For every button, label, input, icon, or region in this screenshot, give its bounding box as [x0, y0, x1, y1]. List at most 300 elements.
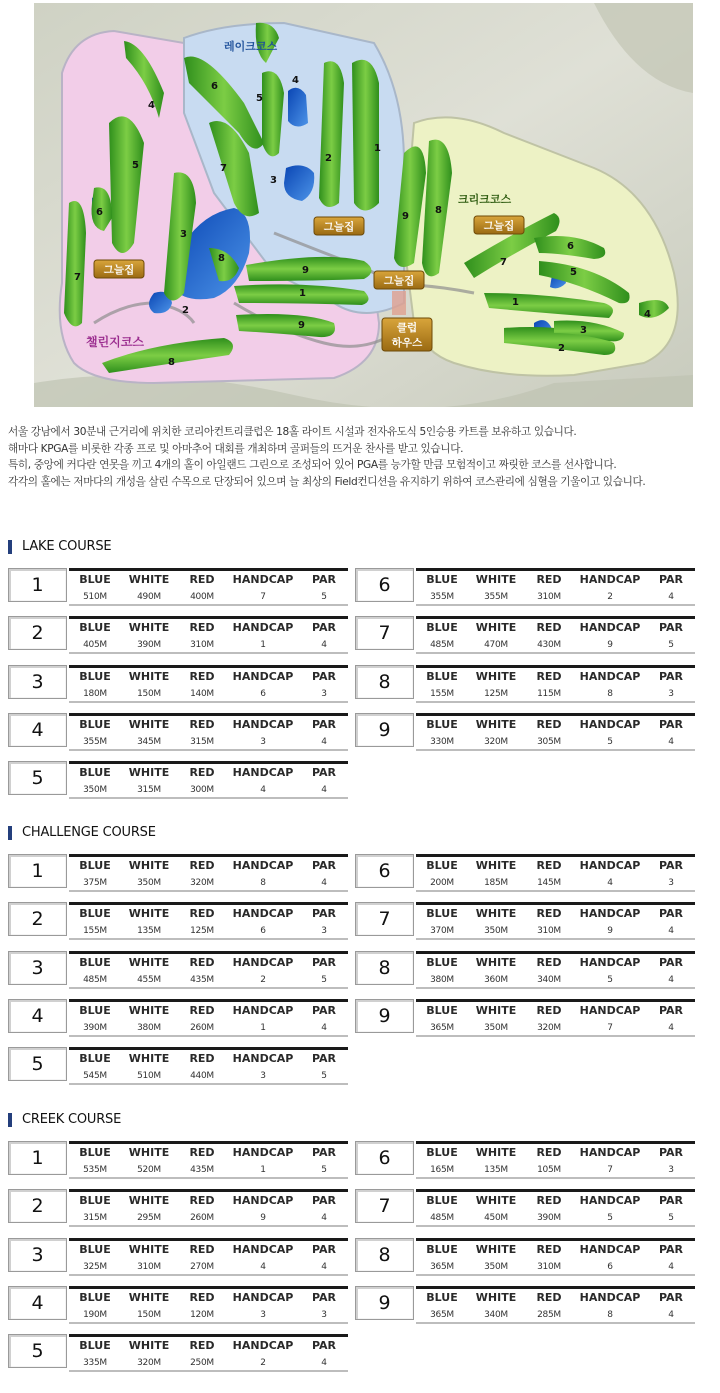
column-header-white: WHITE — [475, 859, 517, 872]
hole-card — [8, 616, 348, 656]
hole-par-value: 3 — [321, 1309, 327, 1320]
hole-card — [355, 999, 695, 1039]
hole-stats-header-row — [69, 858, 348, 874]
hole-par-value: 5 — [321, 592, 327, 602]
hole-number: 7 — [355, 1189, 414, 1223]
lake-hole-3-marker: 3 — [270, 175, 277, 186]
column-header-red: RED — [189, 669, 215, 683]
column-header-blue: BLUE — [426, 621, 458, 635]
hole-blue-value: 180M — [83, 688, 107, 699]
hole-white-value: 320M — [137, 1358, 161, 1369]
hole-stats-table — [416, 854, 695, 893]
column-header-blue: BLUE — [79, 669, 111, 683]
column-header-handicap: HANDCAP — [232, 1003, 294, 1017]
hole-white-value: 310M — [137, 1261, 161, 1272]
clubhouse-sign — [382, 318, 432, 351]
hole-number: 5 — [8, 761, 67, 795]
column-header-par: PAR — [311, 1290, 337, 1304]
lake-hole-8-marker: 8 — [218, 253, 225, 264]
column-header-red: RED — [189, 573, 215, 586]
challenge-hole-4-marker: 4 — [148, 100, 155, 111]
column-header-handicap: HANDCAP — [579, 907, 641, 921]
hole-stats-value-row — [69, 1260, 348, 1276]
creek-hole-6-marker: 6 — [567, 241, 574, 252]
hole-par-value: 4 — [668, 592, 674, 602]
hole-white-value: 390M — [137, 640, 161, 651]
hole-handicap-value: 1 — [260, 1165, 266, 1175]
column-header-blue: BLUE — [79, 573, 111, 586]
hole-blue-value: 365M — [430, 1261, 454, 1272]
hole-stats-table — [69, 1334, 348, 1373]
column-header-white: WHITE — [475, 573, 517, 586]
column-header-white: WHITE — [128, 1003, 170, 1017]
hole-blue-value: 535M — [83, 1165, 107, 1175]
column-header-white: WHITE — [128, 669, 170, 683]
creek-hole-3-marker: 3 — [580, 325, 587, 336]
hole-red-value: 435M — [190, 1165, 214, 1175]
hole-card — [355, 1286, 695, 1326]
hole-red-value: 260M — [190, 1022, 214, 1033]
hole-stats-value-row — [416, 1163, 695, 1179]
hole-stats-value-row — [416, 924, 695, 940]
course-section — [8, 1110, 713, 1380]
hole-stats-table — [416, 616, 695, 655]
hole-stats-value-row — [416, 1308, 695, 1324]
hole-white-value: 350M — [484, 926, 508, 937]
hole-card — [8, 951, 348, 991]
hole-par-value: 4 — [668, 736, 674, 747]
lake-hole-5-marker: 5 — [256, 93, 263, 104]
column-header-white: WHITE — [128, 1290, 170, 1304]
hole-blue-value: 545M — [83, 1071, 107, 1082]
title-bar-icon — [8, 540, 12, 554]
hole-blue-value: 330M — [430, 736, 454, 747]
column-header-handicap: HANDCAP — [232, 1052, 294, 1066]
challenge-hole-7-marker: 7 — [74, 272, 81, 283]
hole-white-value: 470M — [484, 640, 508, 651]
hole-number: 3 — [8, 951, 67, 985]
column-header-white: WHITE — [128, 1339, 170, 1353]
column-header-handicap: HANDCAP — [232, 1194, 294, 1208]
column-header-blue: BLUE — [79, 1003, 111, 1017]
hole-handicap-value: 9 — [260, 1213, 266, 1224]
hole-card — [355, 1141, 695, 1181]
hole-stats-table — [69, 1189, 348, 1228]
hole-stats-value-row — [416, 638, 695, 654]
svg-text:그늘집: 그늘집 — [103, 264, 135, 276]
column-header-blue: BLUE — [79, 1339, 111, 1353]
hole-card — [8, 568, 348, 608]
hole-card — [8, 1047, 348, 1087]
course-description — [8, 424, 708, 490]
hole-handicap-value: 9 — [607, 926, 613, 937]
hole-handicap-value: 4 — [607, 878, 613, 888]
hole-number: 1 — [8, 854, 67, 888]
column-header-blue: BLUE — [79, 859, 111, 872]
hole-card — [8, 902, 348, 942]
column-header-white: WHITE — [128, 621, 170, 635]
hole-stats-header-row — [69, 1193, 348, 1209]
hole-number: 7 — [355, 616, 414, 650]
hole-stats-header-row — [69, 1242, 348, 1258]
column-header-handicap: HANDCAP — [232, 1339, 294, 1353]
hole-blue-value: 155M — [430, 688, 454, 699]
hole-handicap-value: 8 — [260, 878, 266, 888]
column-header-red: RED — [189, 907, 215, 921]
hole-par-value: 5 — [321, 974, 327, 985]
column-header-white: WHITE — [128, 717, 170, 731]
column-header-red: RED — [536, 859, 562, 872]
column-header-blue: BLUE — [79, 1242, 111, 1256]
column-header-blue: BLUE — [79, 1146, 111, 1159]
hole-number: 4 — [8, 999, 67, 1033]
hole-par-value: 4 — [668, 974, 674, 985]
column-header-handicap: HANDCAP — [232, 1242, 294, 1256]
hole-stats-table — [69, 665, 348, 704]
hole-number: 6 — [355, 1141, 414, 1175]
creek-hole-4-marker: 4 — [644, 309, 651, 320]
hole-handicap-value: 2 — [260, 974, 266, 985]
hole-stats-table — [416, 1286, 695, 1325]
hole-stats-header-row — [416, 1003, 695, 1019]
column-header-blue: BLUE — [79, 1052, 111, 1066]
column-header-white: WHITE — [128, 907, 170, 921]
hole-stats-header-row — [69, 717, 348, 733]
column-header-white: WHITE — [475, 1194, 517, 1208]
hole-card — [355, 902, 695, 942]
column-header-blue: BLUE — [426, 573, 458, 586]
hole-stats-table — [416, 665, 695, 704]
description-line: 특히, 중앙에 커다란 연못을 끼고 4개의 홀이 아일랜드 그린으로 조성되어 있어 PGA를 능가할 만큼 모험적이고 짜릿한 코스를 선사합니다. — [8, 459, 617, 472]
column-header-red: RED — [536, 717, 562, 731]
hole-red-value: 320M — [537, 1022, 561, 1033]
hole-stats-value-row — [69, 1211, 348, 1227]
hole-card — [8, 1238, 348, 1278]
lake-hole-7-marker: 7 — [220, 163, 227, 174]
column-header-par: PAR — [658, 1003, 684, 1017]
hole-par-value: 3 — [321, 926, 327, 937]
column-header-red: RED — [189, 1339, 215, 1353]
challenge-hole-2-marker: 2 — [182, 305, 189, 316]
hole-handicap-value: 8 — [607, 1309, 613, 1320]
hole-white-value: 150M — [137, 1309, 161, 1320]
hole-stats-header-row — [69, 1338, 348, 1354]
column-header-par: PAR — [658, 1194, 684, 1208]
hole-white-value: 350M — [484, 1261, 508, 1272]
hole-red-value: 305M — [537, 736, 561, 747]
column-header-blue: BLUE — [426, 1290, 458, 1304]
hole-red-value: 430M — [537, 640, 561, 651]
hole-blue-value: 405M — [83, 640, 107, 651]
hole-stats-table — [69, 951, 348, 990]
challenge-hole-5-marker: 5 — [132, 160, 139, 171]
hole-handicap-value: 3 — [260, 736, 266, 747]
hole-number: 1 — [8, 568, 67, 602]
column-header-red: RED — [189, 621, 215, 635]
column-header-white: WHITE — [128, 1194, 170, 1208]
hole-card — [8, 761, 348, 801]
hole-stats-value-row — [69, 1356, 348, 1372]
hole-handicap-value: 6 — [607, 1261, 613, 1272]
column-header-blue: BLUE — [426, 1003, 458, 1017]
hole-par-value: 3 — [668, 1165, 674, 1175]
hole-stats-value-row — [416, 973, 695, 989]
hole-red-value: 120M — [190, 1309, 214, 1320]
hole-red-value: 145M — [537, 878, 561, 888]
hole-number: 4 — [8, 1286, 67, 1320]
hole-number: 6 — [355, 854, 414, 888]
hole-number: 3 — [8, 1238, 67, 1272]
column-header-red: RED — [536, 669, 562, 683]
column-header-red: RED — [536, 573, 562, 586]
hole-stats-header-row — [69, 669, 348, 685]
column-header-white: WHITE — [475, 1242, 517, 1256]
hole-stats-header-row — [416, 858, 695, 874]
hole-par-value: 4 — [668, 1022, 674, 1033]
hole-stats-table — [69, 1238, 348, 1277]
hole-stats-value-row — [416, 876, 695, 892]
column-header-red: RED — [189, 717, 215, 731]
hole-white-value: 355M — [484, 592, 508, 602]
hole-stats-value-row — [69, 876, 348, 892]
hole-blue-value: 190M — [83, 1309, 107, 1320]
hole-number: 1 — [8, 1141, 67, 1175]
hole-stats-value-row — [69, 1163, 348, 1179]
hole-stats-header-row — [416, 1193, 695, 1209]
column-header-par: PAR — [658, 955, 684, 969]
hole-stats-header-row — [69, 1003, 348, 1019]
hole-stats-table — [416, 902, 695, 941]
hole-blue-value: 485M — [430, 1213, 454, 1224]
hole-blue-value: 350M — [83, 785, 107, 796]
hole-red-value: 435M — [190, 974, 214, 985]
hole-stats-header-row — [416, 572, 695, 588]
hole-stats-header-row — [416, 1145, 695, 1161]
creek-hole-9-marker: 9 — [402, 211, 409, 222]
hole-stats-table — [416, 951, 695, 990]
hole-red-value: 270M — [190, 1261, 214, 1272]
hole-par-value: 4 — [321, 785, 327, 796]
column-header-par: PAR — [658, 1242, 684, 1256]
hole-stats-table — [69, 1047, 348, 1086]
hole-par-value: 5 — [321, 1165, 327, 1175]
hole-red-value: 390M — [537, 1213, 561, 1224]
hole-red-value: 250M — [190, 1358, 214, 1369]
hole-handicap-value: 4 — [260, 785, 266, 796]
column-header-par: PAR — [658, 573, 684, 586]
column-header-blue: BLUE — [426, 859, 458, 872]
creek-course-area-label: 크리크코스 — [458, 193, 512, 206]
course-title-text: CREEK COURSE — [22, 1112, 122, 1127]
column-header-par: PAR — [658, 859, 684, 872]
hole-par-value: 4 — [668, 1309, 674, 1320]
hole-white-value: 380M — [137, 1022, 161, 1033]
hole-blue-value: 315M — [83, 1213, 107, 1224]
hole-card — [8, 713, 348, 753]
column-header-red: RED — [189, 1242, 215, 1256]
hole-stats-value-row — [416, 590, 695, 606]
column-header-white: WHITE — [128, 1052, 170, 1066]
column-header-white: WHITE — [128, 955, 170, 969]
column-header-par: PAR — [311, 859, 337, 872]
hole-white-value: 315M — [137, 785, 161, 796]
hole-par-value: 3 — [668, 878, 674, 888]
hole-card — [355, 1238, 695, 1278]
column-header-blue: BLUE — [426, 955, 458, 969]
lake-hole-6-marker: 6 — [211, 81, 218, 92]
hole-stats-header-row — [69, 1290, 348, 1306]
hole-red-value: 440M — [190, 1071, 214, 1082]
hole-stats-value-row — [69, 783, 348, 799]
column-header-handicap: HANDCAP — [579, 717, 641, 731]
hole-card — [355, 854, 695, 894]
hole-par-value: 5 — [668, 640, 674, 651]
hole-number: 7 — [355, 902, 414, 936]
hole-handicap-value: 6 — [260, 926, 266, 937]
hole-stats-value-row — [416, 1260, 695, 1276]
hole-card — [8, 999, 348, 1039]
column-header-white: WHITE — [475, 955, 517, 969]
hole-red-value: 105M — [537, 1165, 561, 1175]
svg-text:그늘집: 그늘집 — [383, 275, 415, 287]
column-header-red: RED — [189, 1003, 215, 1017]
challenge-hole-8-marker: 8 — [168, 357, 175, 368]
hole-stats-table — [69, 568, 348, 607]
hole-blue-value: 365M — [430, 1022, 454, 1033]
hole-stats-value-row — [69, 638, 348, 654]
column-header-blue: BLUE — [426, 669, 458, 683]
challenge-hole-3-marker: 3 — [180, 229, 187, 240]
column-header-handicap: HANDCAP — [232, 621, 294, 635]
hole-blue-value: 155M — [83, 926, 107, 937]
challenge-hole-9-marker: 9 — [298, 320, 305, 331]
column-header-white: WHITE — [128, 1242, 170, 1256]
column-header-par: PAR — [311, 1242, 337, 1256]
svg-text:하우스: 하우스 — [391, 337, 423, 349]
hole-handicap-value: 2 — [607, 592, 613, 602]
hole-red-value: 300M — [190, 785, 214, 796]
challenge-hole-1-marker: 1 — [299, 288, 306, 299]
hole-card — [355, 951, 695, 991]
lake-hole-1-marker: 1 — [374, 143, 381, 154]
hole-stats-value-row — [416, 735, 695, 751]
hole-white-value: 350M — [484, 1022, 508, 1033]
hole-stats-table — [416, 1141, 695, 1180]
hole-stats-table — [69, 999, 348, 1038]
hole-white-value: 135M — [484, 1165, 508, 1175]
course-section — [8, 823, 713, 1093]
column-header-white: WHITE — [475, 1003, 517, 1017]
column-header-white: WHITE — [475, 1290, 517, 1304]
hole-card — [355, 1189, 695, 1229]
hole-stats-header-row — [69, 620, 348, 636]
hole-red-value: 285M — [537, 1309, 561, 1320]
hole-number: 4 — [8, 713, 67, 747]
hole-blue-value: 355M — [430, 592, 454, 602]
hole-number: 9 — [355, 999, 414, 1033]
hole-stats-header-row — [69, 765, 348, 781]
column-header-blue: BLUE — [79, 621, 111, 635]
title-bar-icon — [8, 826, 12, 840]
hole-stats-header-row — [69, 1051, 348, 1067]
column-header-white: WHITE — [475, 621, 517, 635]
lake-hole-4-marker: 4 — [292, 75, 299, 86]
hole-white-value: 185M — [484, 878, 508, 888]
column-header-par: PAR — [311, 907, 337, 921]
column-header-handicap: HANDCAP — [579, 1003, 641, 1017]
column-header-handicap: HANDCAP — [232, 669, 294, 683]
column-header-handicap: HANDCAP — [579, 1290, 641, 1304]
column-header-white: WHITE — [475, 907, 517, 921]
column-header-par: PAR — [311, 669, 337, 683]
hole-stats-table — [69, 616, 348, 655]
hole-stats-table — [69, 902, 348, 941]
hole-card — [8, 665, 348, 705]
hole-handicap-value: 5 — [607, 736, 613, 747]
hole-red-value: 310M — [190, 640, 214, 651]
hole-stats-table — [416, 713, 695, 752]
hole-stats-table — [69, 713, 348, 752]
hole-handicap-value: 5 — [607, 974, 613, 985]
column-header-par: PAR — [311, 1052, 337, 1066]
hole-white-value: 340M — [484, 1309, 508, 1320]
description-line: 해마다 KPGA를 비롯한 각종 프로 및 아마추어 대회를 개최하며 골퍼들의 뜨거운 찬사를 받고 있습니다. — [8, 442, 464, 455]
column-header-red: RED — [189, 955, 215, 969]
svg-text:그늘집: 그늘집 — [323, 221, 355, 233]
hole-handicap-value: 2 — [260, 1358, 266, 1369]
lake-hole-9-marker: 9 — [302, 265, 309, 276]
hole-stats-table — [69, 1286, 348, 1325]
hole-red-value: 310M — [537, 592, 561, 602]
hole-stats-value-row — [416, 1211, 695, 1227]
hole-stats-table — [416, 999, 695, 1038]
hole-red-value: 115M — [537, 688, 561, 699]
column-header-white: WHITE — [128, 766, 170, 780]
column-header-handicap: HANDCAP — [232, 717, 294, 731]
creek-hole-8-marker: 8 — [435, 205, 442, 216]
column-header-par: PAR — [658, 717, 684, 731]
hole-white-value: 450M — [484, 1213, 508, 1224]
column-header-blue: BLUE — [79, 1290, 111, 1304]
svg-text:그늘집: 그늘집 — [483, 220, 515, 232]
hole-red-value: 400M — [190, 592, 214, 602]
column-header-red: RED — [536, 1242, 562, 1256]
hole-red-value: 125M — [190, 926, 214, 937]
hole-par-value: 3 — [321, 688, 327, 699]
column-header-red: RED — [536, 1146, 562, 1159]
hole-par-value: 4 — [321, 1022, 327, 1033]
course-title-text: LAKE COURSE — [22, 539, 112, 554]
column-header-white: WHITE — [475, 717, 517, 731]
column-header-blue: BLUE — [79, 907, 111, 921]
hole-stats-header-row — [416, 1290, 695, 1306]
hole-card — [8, 1189, 348, 1229]
hole-number: 6 — [355, 568, 414, 602]
hole-white-value: 125M — [484, 688, 508, 699]
hole-red-value: 310M — [537, 926, 561, 937]
column-header-blue: BLUE — [79, 955, 111, 969]
hole-stats-value-row — [69, 973, 348, 989]
column-header-par: PAR — [311, 766, 337, 780]
column-header-red: RED — [189, 1052, 215, 1066]
title-bar-icon — [8, 1113, 12, 1127]
hole-blue-value: 200M — [430, 878, 454, 888]
column-header-white: WHITE — [475, 1146, 517, 1159]
course-map — [34, 3, 693, 407]
hole-par-value: 5 — [668, 1213, 674, 1224]
column-header-red: RED — [189, 1146, 215, 1159]
hole-blue-value: 370M — [430, 926, 454, 937]
